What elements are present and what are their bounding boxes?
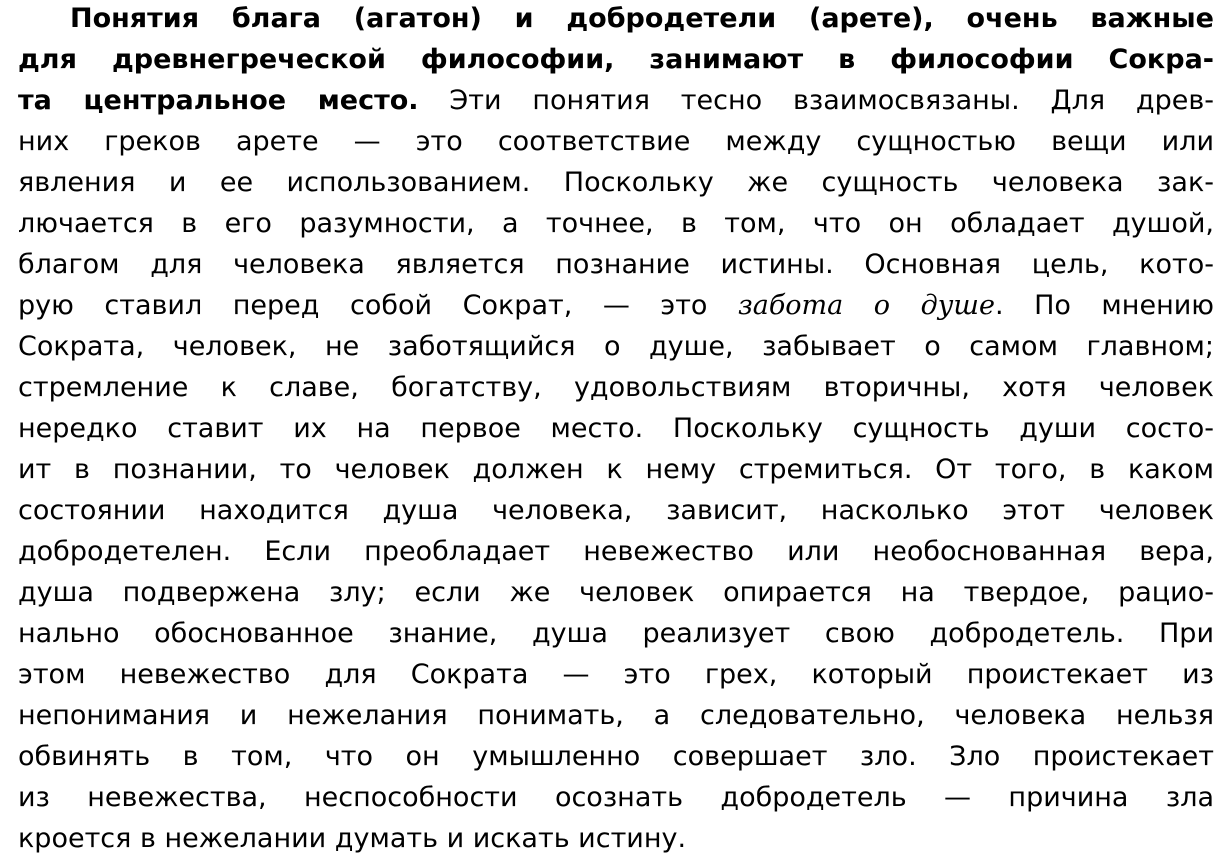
body-text: стремление к славе, богатству, удовольствиям вторичны, хотя человек [18,372,1214,403]
text-line [18,490,1214,532]
text-line [18,203,1214,245]
body-text: них греков арете — это соответствие между сущностью вещи или [18,126,1214,157]
body-text: . По мнению [994,290,1214,321]
text-line [18,367,1214,409]
text-line [18,736,1214,778]
body-text: благом для человека является познание истины. Основная цель, кото- [18,249,1214,280]
text-line [18,777,1214,819]
body-text: этом невежество для Сократа — это грех, который проистекает из [18,659,1214,690]
text-line [18,449,1214,491]
body-text: Сократа, человек, не заботящийся о душе, забывает о самом главном; [18,331,1214,362]
body-text: нально обоснованное знание, душа реализует свою добродетель. При [18,618,1214,649]
text-line [18,572,1214,614]
text-line [18,244,1214,286]
text-line [18,408,1214,450]
bold-lead-text: та центральное место. [18,85,419,116]
body-text: из невежества, неспособности осознать добродетель — причина зла [18,782,1214,813]
bold-lead-text: для древнегреческой философии, занимают в философии Сокра- [18,44,1214,75]
body-text: душа подвержена злу; если же человек опирается на твердое, рацио- [18,577,1214,608]
bold-lead-text: Понятия блага (агатон) и добродетели (арете), очень важные [70,3,1214,34]
text-line [18,531,1214,573]
text-line [18,285,1214,327]
text-line [18,818,1214,860]
body-text: состоянии находится душа человека, зависит, насколько этот человек [18,495,1214,526]
body-text: явления и ее использованием. Поскольку же сущность человека зак- [18,167,1214,198]
body-text: добродетелен. Если преобладает невежество или необоснованная вера, [18,536,1214,567]
text-line [18,0,1214,40]
text-line [18,162,1214,204]
body-text: ит в познании, то человек должен к нему стремиться. От того, в каком [18,454,1214,485]
text-line [18,80,1214,122]
body-text: кроется в нежелании думать и искать истину. [18,823,687,854]
text-line [18,121,1214,163]
text-line [18,654,1214,696]
body-text: обвинять в том, что он умышленно совершает зло. Зло проистекает [18,741,1214,772]
text-line [18,39,1214,81]
text-line [18,695,1214,737]
text-page [18,0,1214,862]
body-text: нередко ставит их на первое место. Поскольку сущность души состо- [18,413,1214,444]
text-line [18,613,1214,655]
body-text: рую ставил перед собой Сократ, — это [18,290,738,321]
body-text: Эти понятия тесно взаимосвязаны. Для древ- [418,85,1214,116]
body-text: лючается в его разумности, а точнее, в том, что он обладает душой, [18,208,1214,239]
body-text: непонимания и нежелания понимать, а следовательно, человека нельзя [18,700,1214,731]
text-line [18,326,1214,368]
italic-emphasis-text: забота о душе [738,290,995,321]
